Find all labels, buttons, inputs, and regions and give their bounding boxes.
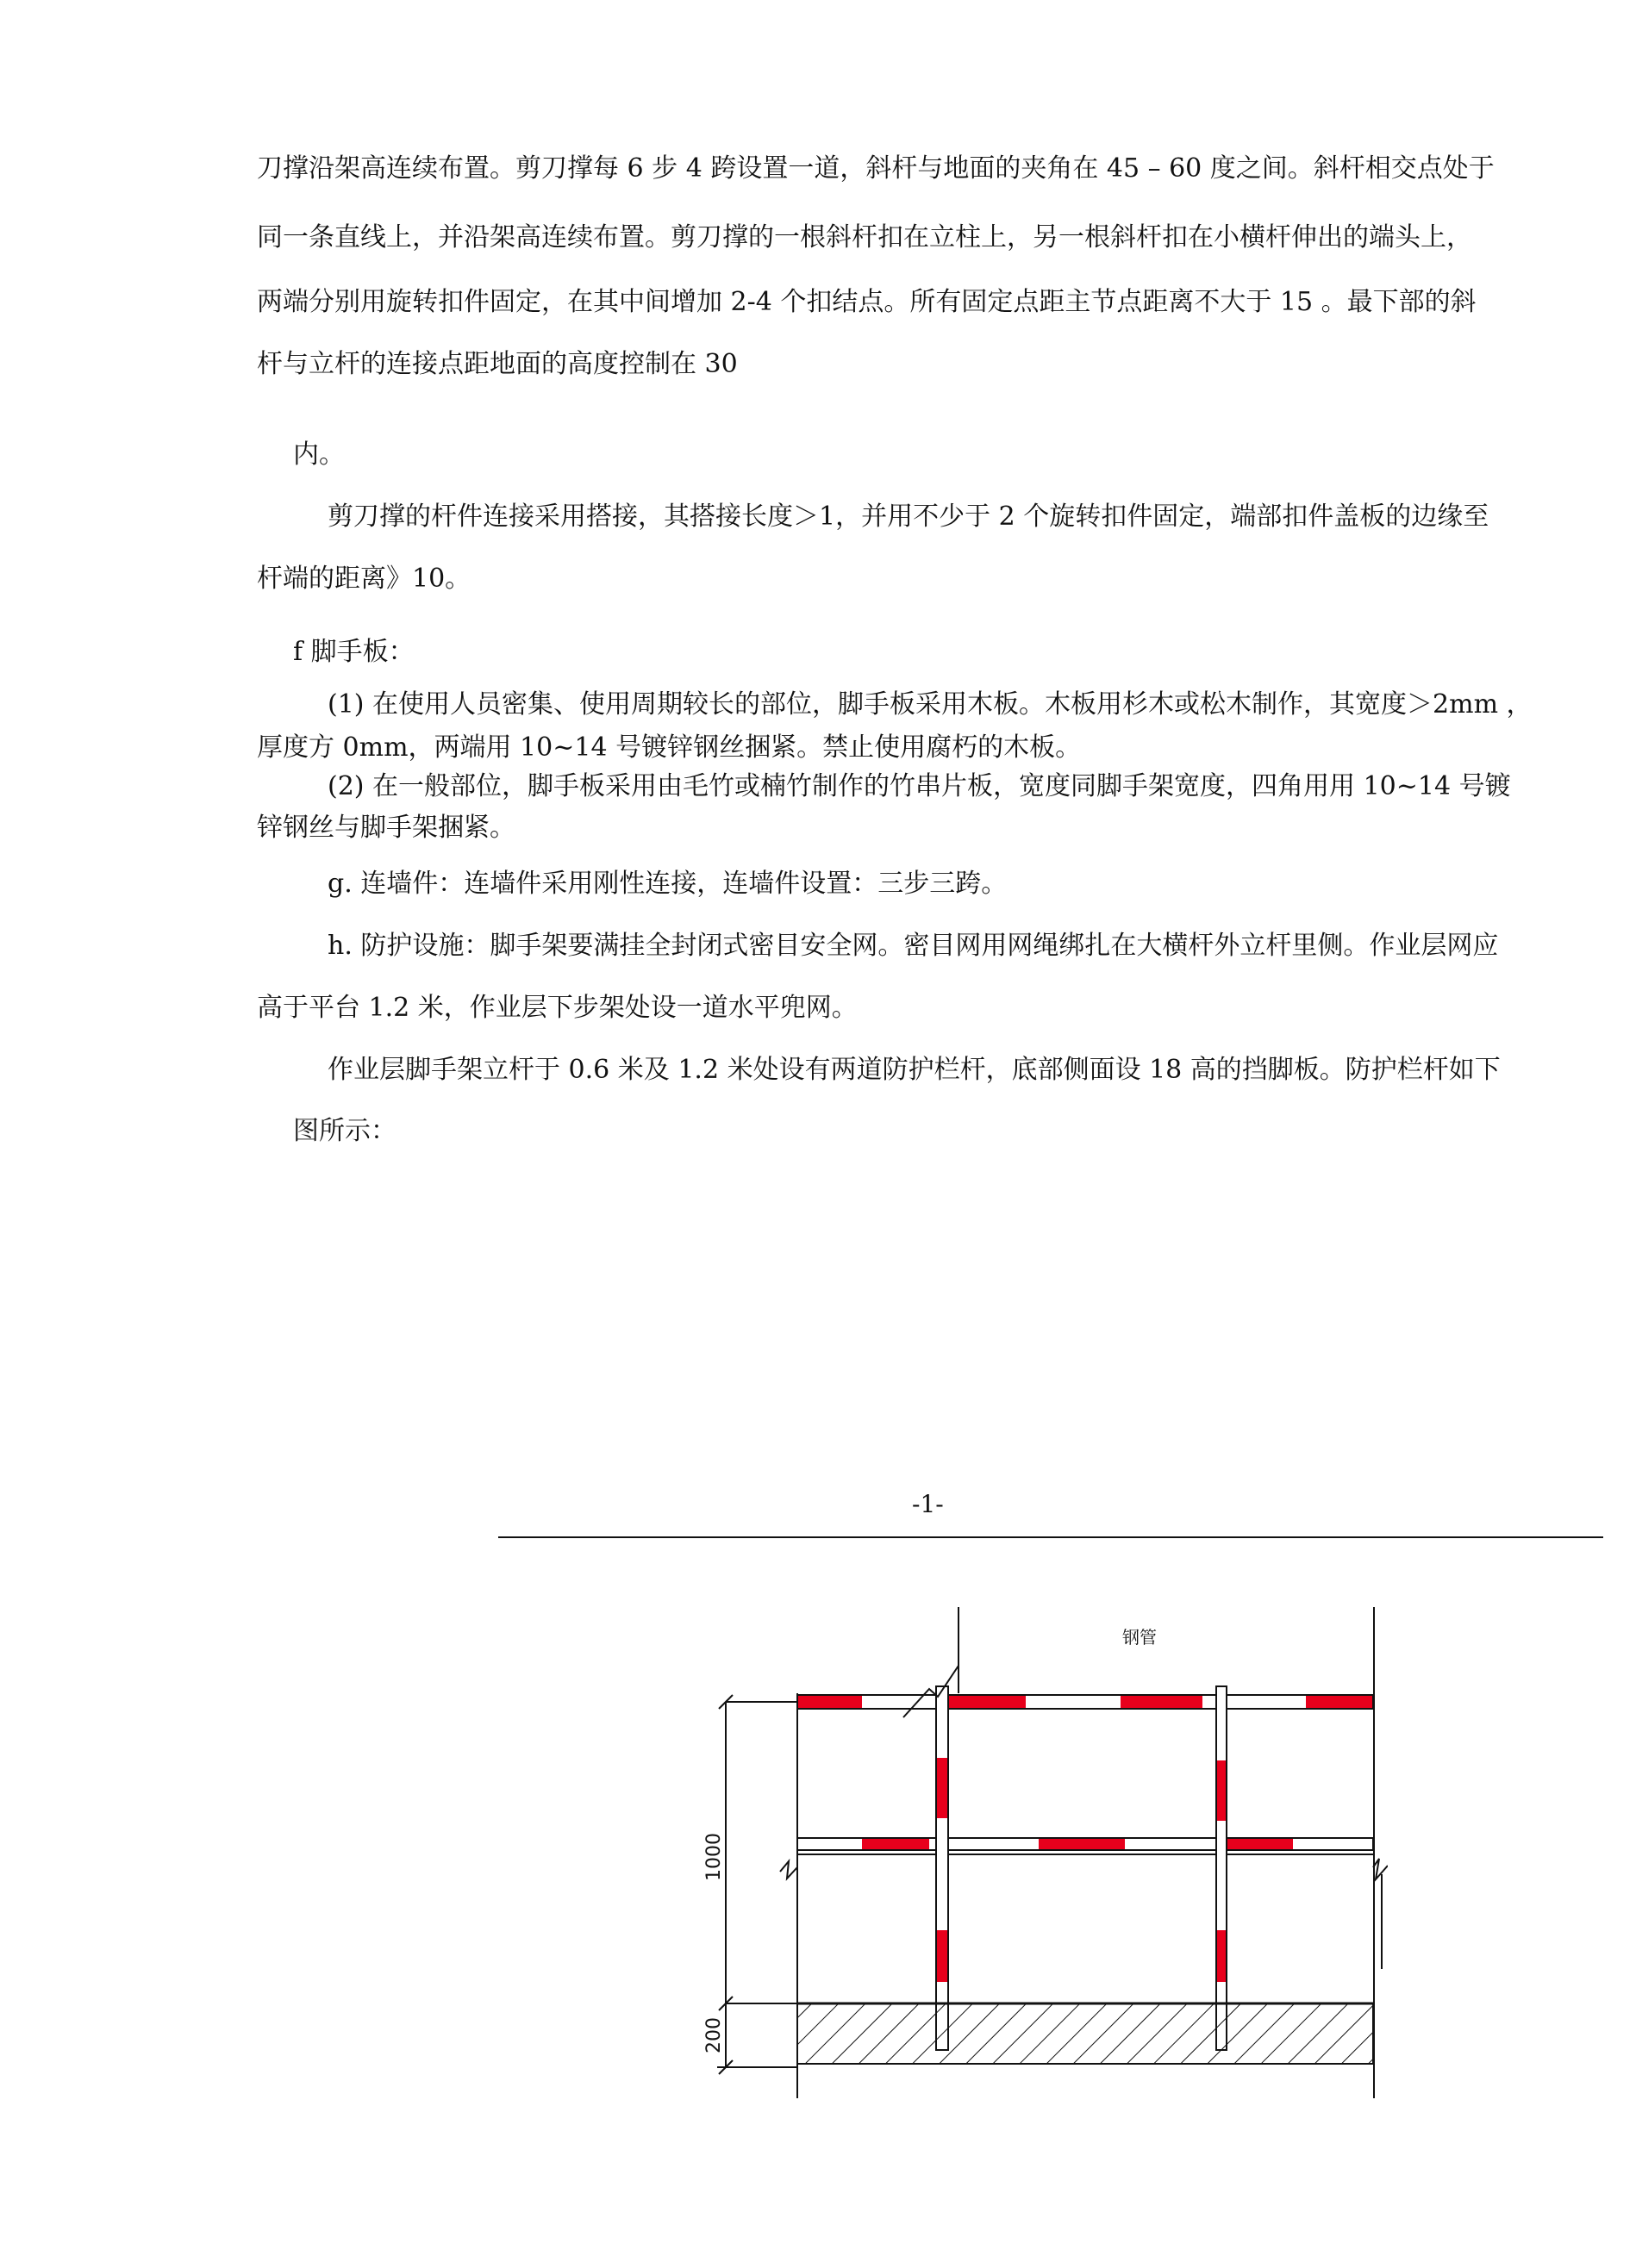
post-right [1216, 1686, 1227, 2050]
text-line-1: 刀撑沿架高连续布置。剪刀撑每 6 步 4 跨设置一道，斜杆与地面的夹角在 45 – 60 度之间。斜杆相交点处于 [257, 153, 1495, 184]
text-line-5: 内。 [293, 439, 345, 470]
text-line-17: 图所示： [293, 1116, 397, 1146]
dimension-1000: 1000 [703, 1833, 725, 1881]
slab-edge [780, 1854, 1388, 1969]
pipe-label: 钢管 [1122, 1627, 1157, 1648]
guardrail-figure [698, 1607, 1388, 2107]
dimension-lines [717, 1695, 797, 2074]
toe-board [797, 2003, 1373, 2064]
post-left [936, 1686, 948, 2050]
text-line-10: 厚度方 0mm，两端用 10~14 号镀锌钢丝捆紧。禁止使用腐朽的木板。 [257, 732, 1082, 763]
text-line-12: 锌钢丝与脚手架捆紧。 [257, 813, 515, 843]
text-line-16: 作业层脚手架立杆于 0.6 米及 1.2 米处设有两道防护栏杆，底部侧面设 18 高的挡脚板。防护栏杆如下 [328, 1055, 1501, 1085]
text-line-3: 两端分别用旋转扣件固定，在其中间增加 2-4 个扣结点。所有固定点距主节点距离不大于 15 。最下部的斜 [257, 287, 1477, 317]
text-line-15: 高于平台 1.2 米，作业层下步架处设一道水平兜网。 [257, 993, 858, 1023]
text-line-11: (2) 在一般部位，脚手板采用由毛竹或楠竹制作的竹串片板，宽度同脚手架宽度，四角用用 10~14 号镀 [328, 771, 1511, 801]
text-line-7: 杆端的距离》10。 [257, 564, 471, 594]
heading-scaffold-board: f 脚手板： [293, 637, 415, 667]
page-divider [498, 1536, 1603, 1538]
middle-handrail [797, 1838, 1373, 1850]
dimension-200: 200 [703, 2017, 725, 2053]
text-line-4: 杆与立杆的连接点距地面的高度控制在 30 [257, 349, 738, 379]
top-handrail [797, 1695, 1373, 1709]
text-line-13: g. 连墙件：连墙件采用刚性连接，连墙件设置：三步三跨。 [328, 869, 1008, 899]
text-line-6: 剪刀撑的杆件连接采用搭接，其搭接长度＞1，并用不少于 2 个旋转扣件固定，端部扣件盖板的边缘至 [328, 502, 1489, 532]
text-line-9: (1) 在使用人员密集、使用周期较长的部位，脚手板采用木板。木板用杉木或松木制作，其宽度＞2mm ， [328, 689, 1533, 720]
page-number: -1- [912, 1490, 944, 1518]
text-line-2: 同一条直线上，并沿架高连续布置。剪刀撑的一根斜杆扣在立柱上，另一根斜杆扣在小横杆伸出的端头上， [257, 222, 1472, 252]
text-line-14: h. 防护设施：脚手架要满挂全封闭式密目安全网。密目网用网绳绑扎在大横杆外立杆里侧。作业层网应 [328, 931, 1499, 961]
